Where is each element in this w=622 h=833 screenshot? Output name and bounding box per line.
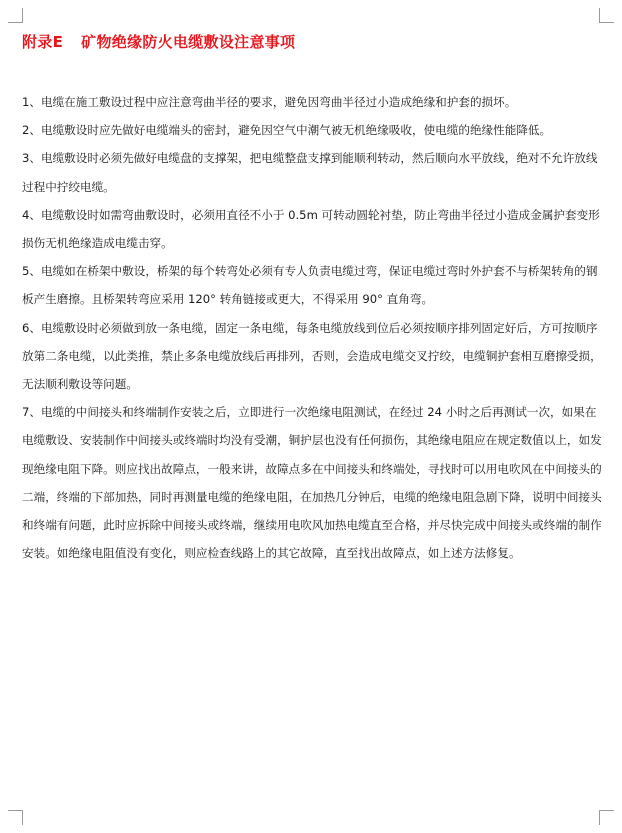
paragraph-7: 7、电缆的中间接头和终端制作安装之后，立即进行一次绝缘电阻测试，在经过 24 小时之后再测试一次，如果在电缆敷设、安装制作中间接头或终端时均没有受潮，铜护层也没有任何损伤，其绝缘电阻应在规定数值以上，如发现绝缘电阻下降。则应找出故障点，一般来讲，故障点多在中间接头和终端处，寻找时可以用电吹风在中间接头的二端，终端的下部加热，同时再测量电缆的绝缘电阻，在加热几分钟后，电缆的绝缘电阻急剧下降，说明中间接头和终端有问题，此时应拆除中间接头或终端，继续用电吹风加热电缆直至合格，并尽快完成中间接头或终端的制作安装。如绝缘电阻值没有变化，则应检查线路上的其它故障，直至找出故障点，如上述方法修复。 [22,405,602,561]
paragraph-3: 3、电缆敷设时必须先做好电缆盘的支撑架，把电缆整盘支撑到能顺利转动，然后顺向水平放线，绝对不允许放线过程中拧绞电缆。 [22,151,598,194]
crop-mark-bottom-left [8,810,23,825]
paragraph-4: 4、电缆敷设时如需弯曲敷设时，必须用直径不小于 0.5m 可转动圆轮衬垫，防止弯曲半径过小造成金属护套变形损伤无机绝缘造成电缆击穿。 [22,207,600,251]
document-body [22,88,604,567]
page-title [22,31,295,52]
paragraph-5: 5、电缆如在桥架中敷设，桥架的每个转弯处必须有专人负责电缆过弯，保证电缆过弯时外护套不与桥架转角的钢板产生磨擦。且桥架转弯应采用 120° 转角链接或更大，不得采用 90° 直角弯。 [22,264,598,307]
paragraph-2: 2、电缆敷设时应先做好电缆端头的密封，避免因空气中潮气被无机绝缘吸收，使电缆的绝缘性能降低。 [22,123,552,138]
crop-mark-bottom-right [599,810,614,825]
title-text: 矿物绝缘防火电缆敷设注意事项 [81,33,296,51]
paragraph-1: 1、电缆在施工敷设过程中应注意弯曲半径的要求，避免因弯曲半径过小造成绝缘和护套的损坏。 [22,95,517,109]
appendix-label: 附录E [22,33,64,51]
crop-mark-top-right [599,8,614,23]
paragraph-6: 6、电缆敷设时必须做到放一条电缆，固定一条电缆，每条电缆放线到位后必须按顺序排列固定好后，方可按顺序放第二条电缆，以此类推，禁止多条电缆放线后再排列，否则，会造成电缆交叉拧绞，电缆铜护套相互磨擦受损，无法顺利敷设等问题。 [22,320,602,392]
crop-mark-top-left [8,8,23,23]
